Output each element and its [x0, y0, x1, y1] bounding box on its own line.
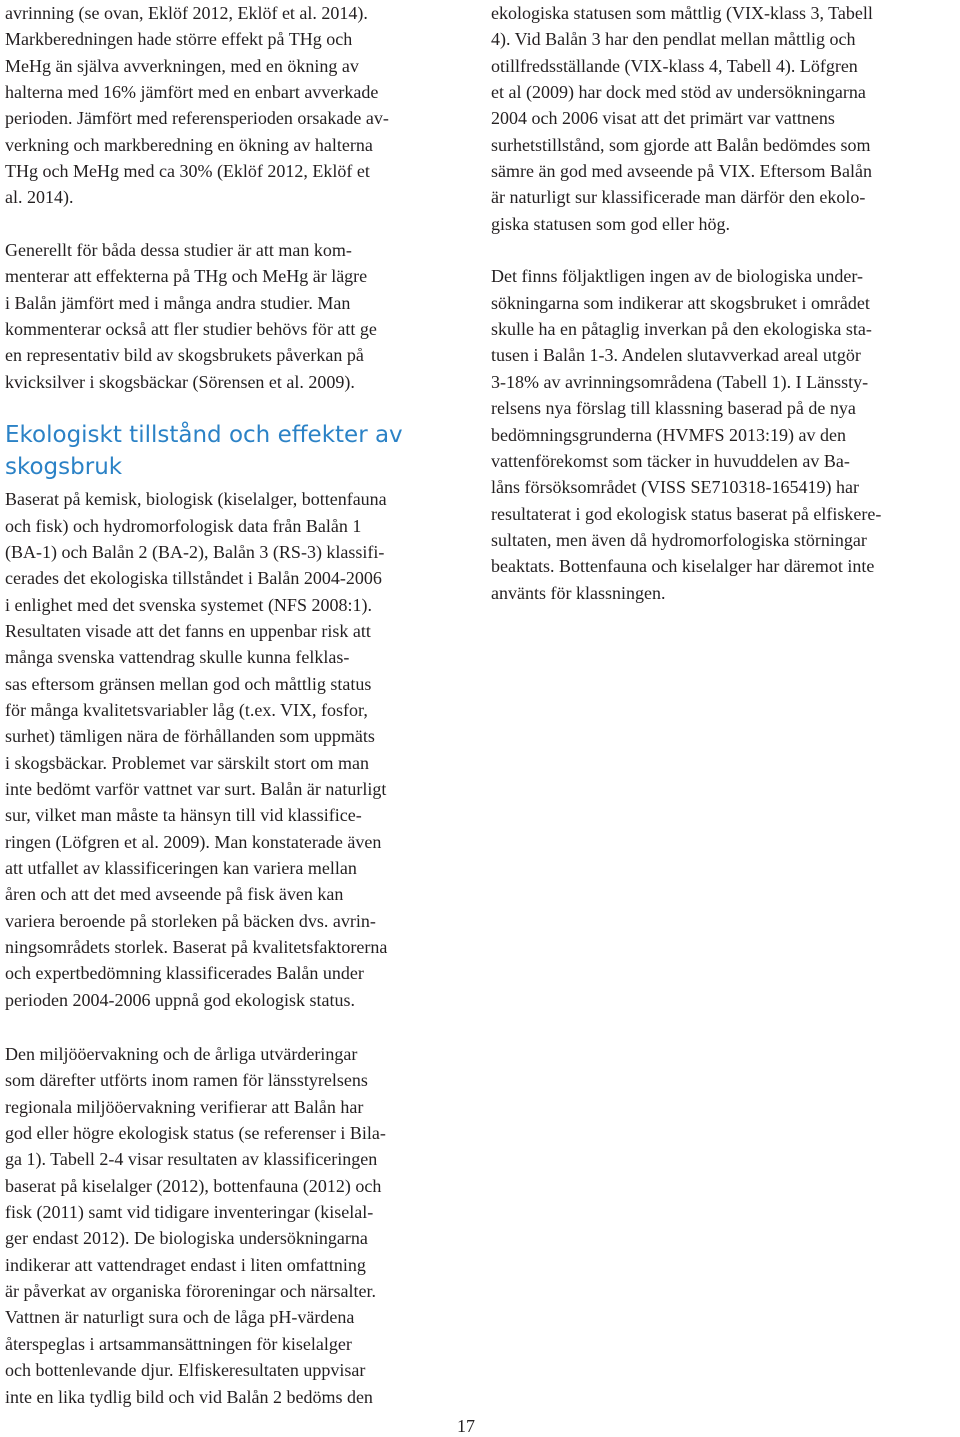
- text-line: tusen i Balån 1-3. Andelen slutavverkad areal utgör: [491, 345, 861, 366]
- text-line: Det finns följaktligen ingen av de biologiska under-: [491, 266, 864, 287]
- right-column: [491, 0, 957, 606]
- heading-line: Ekologiskt tillstånd och effekter av: [5, 422, 403, 449]
- text-line: resultaterat i god ekologisk status baserat på elfiskere-: [491, 503, 882, 524]
- text-line: använts för klassningen.: [491, 582, 666, 603]
- text-line: vattenförekomst som täcker in huvuddelen av Ba-: [491, 450, 850, 471]
- text-line: i Balån jämfört med i många andra studier. Man: [5, 292, 351, 313]
- text-line: sultaten, men även då hydromorfologiska störningar: [491, 529, 867, 550]
- text-line: fisk (2011) samt vid tidigare inventeringar (kiselal-: [5, 1202, 374, 1223]
- text-line: surhetstillstånd, som gjorde att Balån bedömdes som: [491, 134, 871, 155]
- paragraph-gap: [5, 395, 471, 415]
- text-line: 4). Vid Balån 3 har den pendlat mellan måttlig och: [491, 29, 856, 50]
- text-line: ger endast 2012). De biologiska undersökningarna: [5, 1228, 368, 1249]
- page-number: 17: [457, 1416, 475, 1436]
- text-line: Generellt för båda dessa studier är att man kom-: [5, 240, 352, 261]
- text-line: ningsområdets storlek. Baserat på kvalitetsfaktorerna: [5, 937, 388, 957]
- text-line: Markberedningen hade större effekt på THg och: [5, 29, 353, 50]
- text-line: bedömningsgrunderna (HVMFS 2013:19) av den: [491, 424, 846, 445]
- text-line: baserat på kiselalger (2012), bottenfauna (2012) och: [5, 1175, 382, 1196]
- right-paragraph-2: [491, 263, 957, 605]
- text-line: otillfredsställande (VIX-klass 4, Tabell 4). Löfgren: [491, 55, 858, 76]
- paragraph-gap: [5, 211, 471, 237]
- text-line: låns försöksområdet (VISS SE710318-165419) har: [491, 477, 859, 498]
- text-line: surhet) tämligen nära de förhållanden som uppmäts: [5, 726, 375, 747]
- text-line: cerades det ekologiska tillståndet i Balån 2004-2006: [5, 568, 382, 589]
- text-line: verkning och markberedning en ökning av halterna: [5, 134, 373, 155]
- paragraph-4: [5, 1041, 471, 1410]
- heading-line: skogsbruk: [5, 453, 123, 480]
- text-line: relsens nya förslag till klassning baserad på de nya: [491, 398, 856, 419]
- text-line: är påverkat av organiska föroreningar och närsalter.: [5, 1281, 377, 1302]
- section-heading: [5, 420, 471, 483]
- right-paragraph-1: [491, 0, 957, 237]
- text-line: skulle ha en påtaglig inverkan på den ekologiska sta-: [491, 319, 872, 340]
- text-line: THg och MeHg med ca 30% (Eklöf 2012, Eklöf et: [5, 161, 370, 182]
- text-line: al. 2014).: [5, 187, 74, 208]
- text-line: inte bedömt varför vattnet var surt. Balån är naturligt: [5, 778, 387, 799]
- text-line: sur, vilket man måste ta hänsyn till vid klassifice-: [5, 805, 362, 826]
- text-line: ga 1). Tabell 2-4 visar resultaten av klassificeringen: [5, 1149, 378, 1170]
- text-line: regionala miljööervakning verifierar att Balån har: [5, 1096, 364, 1117]
- text-line: är naturligt sur klassificerade man därför den ekolo-: [491, 187, 866, 208]
- text-line: ekologiska statusen som måttlig (VIX-klass 3, Tabell: [491, 3, 873, 23]
- intro-paragraph: [5, 0, 471, 211]
- text-line: i enlighet med det svenska systemet (NFS 2008:1).: [5, 594, 372, 615]
- text-line: för många kvalitetsvariabler låg (t.ex. VIX, fosfor,: [5, 699, 368, 720]
- text-line: beaktats. Bottenfauna och kiselalger har däremot inte: [491, 556, 875, 577]
- text-line: sämre än god med avseende på VIX. Eftersom Balån: [491, 161, 873, 182]
- text-line: perioden. Jämfört med referensperioden orsakade av-: [5, 108, 389, 129]
- text-line: Den miljööervakning och de årliga utvärderingar: [5, 1044, 358, 1065]
- text-line: kommenterar också att fler studier behövs för att ge: [5, 319, 377, 340]
- text-line: god eller högre ekologisk status (se referenser i Bila-: [5, 1123, 386, 1144]
- text-line: Baserat på kemisk, biologisk (kiselalger, bottenfauna: [5, 489, 387, 510]
- text-line: och expertbedömning klassificerades Balån under: [5, 963, 364, 984]
- text-line: i skogsbäckar. Problemet var särskilt stort om man: [5, 752, 369, 773]
- text-line: en representativ bild av skogsbrukets påverkan på: [5, 345, 364, 366]
- text-line: som därefter utförts inom ramen för länsstyrelsens: [5, 1070, 368, 1091]
- text-line: Vattnen är naturligt sura och de låga pH-värdena: [5, 1307, 355, 1328]
- text-line: 3-18% av avrinningsområdena (Tabell 1). I Länssty-: [491, 371, 869, 392]
- paragraph-gap: [5, 1013, 471, 1041]
- text-line: et al (2009) har dock med stöd av undersökningarna: [491, 82, 866, 103]
- paragraph-2: [5, 237, 471, 395]
- text-line: återspeglas i artsammansättningen för kiselalger: [5, 1333, 352, 1354]
- text-line: perioden 2004-2006 uppnå god ekologisk status.: [5, 989, 355, 1010]
- text-line: åren och att det med avseende på fisk även kan: [5, 884, 344, 905]
- text-line: Resultaten visade att det fanns en uppenbar risk att: [5, 620, 371, 641]
- text-line: ringen (Löfgren et al. 2009). Man konstaterade även: [5, 831, 382, 852]
- text-line: halterna med 16% jämfört med en enbart avverkade: [5, 82, 379, 103]
- text-line: variera beroende på storleken på bäcken dvs. avrin-: [5, 910, 376, 931]
- text-line: menterar att effekterna på THg och MeHg är lägre: [5, 266, 368, 287]
- text-line: och fisk) och hydromorfologisk data från Balån 1: [5, 515, 362, 536]
- text-line: sas eftersom gränsen mellan god och måttlig status: [5, 673, 372, 694]
- text-line: avrinning (se ovan, Eklöf 2012, Eklöf et al. 2014).: [5, 3, 368, 23]
- text-line: kvicksilver i skogsbäckar (Sörensen et al. 2009).: [5, 371, 355, 392]
- paragraph-3: [5, 486, 471, 1013]
- text-line: MeHg än själva avverkningen, med en ökning av: [5, 55, 359, 76]
- left-column: [5, 0, 471, 1410]
- text-line: giska statusen som god eller hög.: [491, 213, 730, 234]
- text-line: att utfallet av klassificeringen kan variera mellan: [5, 857, 357, 878]
- paragraph-gap: [491, 237, 957, 263]
- text-line: många svenska vattendrag skulle kunna felklas-: [5, 647, 350, 668]
- text-line: (BA-1) och Balån 2 (BA-2), Balån 3 (RS-3) klassifi-: [5, 541, 385, 562]
- text-line: inte en lika tydlig bild och vid Balån 2 bedöms den: [5, 1386, 373, 1407]
- text-line: sökningarna som indikerar att skogsbruket i området: [491, 292, 870, 313]
- text-line: 2004 och 2006 visat att det primärt var vattnens: [491, 108, 835, 129]
- text-line: och bottenlevande djur. Elfiskeresultaten uppvisar: [5, 1360, 366, 1381]
- text-line: indikerar att vattendraget endast i liten omfattning: [5, 1254, 366, 1275]
